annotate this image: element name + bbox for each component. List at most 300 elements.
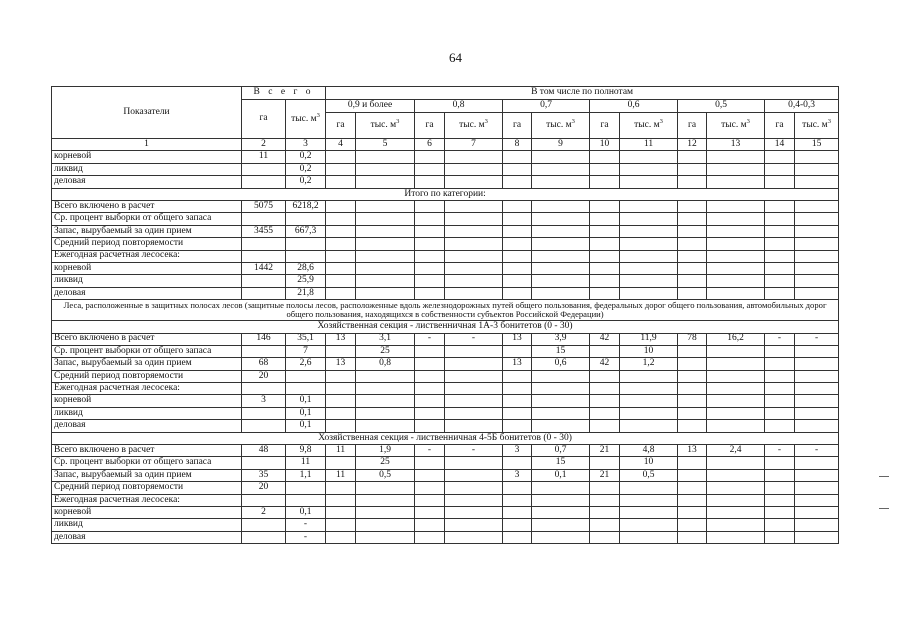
table-cell — [620, 262, 678, 274]
table-cell — [678, 238, 707, 250]
header-thous: тыс. $м^3$ — [356, 113, 415, 139]
table-cell — [707, 275, 765, 287]
table-cell — [678, 457, 707, 469]
table-cell — [678, 395, 707, 407]
row-label: Запас, вырубаемый за один прием — [52, 469, 242, 481]
table-cell: 3 — [503, 445, 532, 457]
table-cell — [356, 151, 415, 163]
table-cell — [707, 420, 765, 432]
table-cell — [795, 262, 839, 274]
table-cell — [590, 482, 620, 494]
table-cell — [765, 407, 795, 419]
table-cell — [415, 407, 445, 419]
table-cell — [415, 395, 445, 407]
table-cell: 13 — [503, 333, 532, 345]
table-cell: 0,1 — [532, 469, 590, 481]
table-cell: 11 — [242, 151, 286, 163]
table-cell — [503, 200, 532, 212]
table-cell: - — [445, 333, 503, 345]
table-cell: 21 — [590, 469, 620, 481]
table-cell — [286, 250, 326, 262]
table-cell: 13 — [503, 358, 532, 370]
table-cell — [765, 213, 795, 225]
table-cell — [678, 531, 707, 543]
table-cell: 0,5 — [356, 469, 415, 481]
table-cell — [326, 213, 356, 225]
table-cell — [590, 213, 620, 225]
table-cell: 48 — [242, 445, 286, 457]
table-cell — [765, 176, 795, 188]
table-cell — [415, 163, 445, 175]
table-cell — [765, 163, 795, 175]
table-cell — [707, 176, 765, 188]
table-cell — [503, 383, 532, 395]
row-label: Ежегодная расчетная лесосека: — [52, 494, 242, 506]
table-cell: 3455 — [242, 225, 286, 237]
table-cell: 35,1 — [286, 333, 326, 345]
table-cell — [415, 287, 445, 299]
table-cell — [242, 420, 286, 432]
table-row — [52, 200, 839, 212]
table-cell — [620, 200, 678, 212]
row-label: Ср. процент выборки от общего запаса — [52, 213, 242, 225]
table-cell — [590, 250, 620, 262]
table-row — [52, 420, 839, 432]
table-cell — [415, 506, 445, 518]
table-cell — [415, 151, 445, 163]
table-cell — [620, 482, 678, 494]
table-cell — [590, 395, 620, 407]
table-cell: 667,3 — [286, 225, 326, 237]
table-cell — [415, 345, 445, 357]
table-cell — [242, 287, 286, 299]
table-row — [52, 445, 839, 457]
table-row — [52, 151, 839, 163]
table-cell — [445, 163, 503, 175]
table-cell — [242, 275, 286, 287]
table-cell: 7 — [286, 345, 326, 357]
table-cell — [590, 370, 620, 382]
table-cell — [765, 200, 795, 212]
table-cell — [445, 275, 503, 287]
table-cell — [326, 420, 356, 432]
table-cell — [286, 238, 326, 250]
row-label: деловая — [52, 531, 242, 543]
table-cell — [620, 225, 678, 237]
table-cell — [445, 345, 503, 357]
table-cell: 11 — [326, 445, 356, 457]
table-cell — [795, 200, 839, 212]
table-cell — [795, 370, 839, 382]
header-density-5: 0,5 — [678, 100, 765, 113]
table-cell — [356, 275, 415, 287]
table-cell — [590, 163, 620, 175]
table-cell — [503, 420, 532, 432]
table-cell: 42 — [590, 333, 620, 345]
table-cell — [415, 275, 445, 287]
table-cell — [707, 345, 765, 357]
column-number: 2 — [242, 139, 286, 151]
table-cell — [765, 225, 795, 237]
table-cell — [415, 494, 445, 506]
table-cell: 11,9 — [620, 333, 678, 345]
table-row — [52, 213, 839, 225]
table-cell: 20 — [242, 370, 286, 382]
row-label: деловая — [52, 420, 242, 432]
table-row — [52, 238, 839, 250]
section-heading: Хозяйственная секция - лиственничная 4-5Б бонитетов (0 - 30) — [52, 432, 839, 444]
table-cell — [590, 383, 620, 395]
table-cell — [415, 200, 445, 212]
table-cell — [356, 395, 415, 407]
table-row — [52, 395, 839, 407]
section-heading: Хозяйственная секция - лиственничная 1А-3 бонитетов (0 - 30) — [52, 321, 839, 333]
table-cell: 0,6 — [532, 358, 590, 370]
table-cell — [445, 250, 503, 262]
row-label: Ср. процент выборки от общего запаса — [52, 345, 242, 357]
table-cell — [415, 238, 445, 250]
table-cell: 13 — [326, 333, 356, 345]
table-cell — [707, 457, 765, 469]
table-row — [52, 176, 839, 188]
table-cell: 0,2 — [286, 151, 326, 163]
table-cell: - — [415, 445, 445, 457]
row-label: корневой — [52, 151, 242, 163]
table-cell — [503, 395, 532, 407]
table-cell — [356, 531, 415, 543]
table-cell — [678, 287, 707, 299]
table-cell — [765, 275, 795, 287]
table-cell — [765, 469, 795, 481]
row-label: Всего включено в расчет — [52, 200, 242, 212]
table-cell — [795, 519, 839, 531]
column-number: 4 — [326, 139, 356, 151]
table-cell — [415, 519, 445, 531]
table-cell — [286, 494, 326, 506]
table-cell — [326, 262, 356, 274]
table-cell — [326, 250, 356, 262]
table-cell: 11 — [326, 469, 356, 481]
table-cell — [415, 457, 445, 469]
table-cell — [707, 407, 765, 419]
table-cell — [590, 151, 620, 163]
table-cell — [620, 506, 678, 518]
table-cell — [707, 163, 765, 175]
table-row — [52, 469, 839, 481]
table-cell — [795, 469, 839, 481]
table-cell — [707, 151, 765, 163]
table-cell — [356, 262, 415, 274]
column-number: 12 — [678, 139, 707, 151]
table-cell — [326, 200, 356, 212]
table-cell — [590, 494, 620, 506]
table-cell — [532, 238, 590, 250]
table-cell — [590, 519, 620, 531]
column-number-row — [52, 139, 839, 151]
table-cell: 25,9 — [286, 275, 326, 287]
table-cell: - — [795, 333, 839, 345]
table-cell — [326, 395, 356, 407]
table-cell: 21,8 — [286, 287, 326, 299]
row-label: деловая — [52, 287, 242, 299]
table-cell — [445, 238, 503, 250]
table-cell — [590, 200, 620, 212]
protective-strips-note: Леса, расположенные в защитных полосах лесов (защитные полосы лесов, расположенные вдоль железнодорожных путей общего пользования, федеральных дорог общего пользования, автомобильных дорог общего пользования, находящихся в собственности субъектов Российской Федерации) — [52, 300, 839, 321]
table-cell — [707, 506, 765, 518]
table-cell — [707, 383, 765, 395]
table-cell — [445, 395, 503, 407]
table-cell — [532, 531, 590, 543]
header-thous: тыс. $м^3$ — [620, 113, 678, 139]
table-cell — [678, 358, 707, 370]
row-label: корневой — [52, 395, 242, 407]
table-cell — [503, 519, 532, 531]
note-row — [52, 300, 839, 321]
table-cell — [765, 345, 795, 357]
table-cell — [445, 506, 503, 518]
table-cell — [503, 250, 532, 262]
table-cell — [765, 250, 795, 262]
table-cell: 21 — [590, 445, 620, 457]
table-cell — [795, 287, 839, 299]
table-cell — [620, 420, 678, 432]
table-cell: 28,6 — [286, 262, 326, 274]
table-cell — [326, 225, 356, 237]
table-cell: 3,9 — [532, 333, 590, 345]
table-cell — [503, 238, 532, 250]
allowable-cut-table — [51, 86, 839, 544]
table-cell — [795, 345, 839, 357]
table-cell — [326, 482, 356, 494]
table-cell — [503, 287, 532, 299]
table-cell — [620, 163, 678, 175]
table-cell: - — [286, 531, 326, 543]
table-cell — [532, 482, 590, 494]
table-cell — [503, 176, 532, 188]
header-ha: га — [590, 113, 620, 139]
table-cell — [532, 494, 590, 506]
table-cell — [356, 213, 415, 225]
table-row — [52, 345, 839, 357]
table-cell — [415, 469, 445, 481]
table-cell — [445, 200, 503, 212]
table-cell — [326, 176, 356, 188]
table-cell — [242, 531, 286, 543]
table-cell: 13 — [678, 445, 707, 457]
row-label: ликвид — [52, 275, 242, 287]
table-cell — [532, 383, 590, 395]
header-ha: га — [765, 113, 795, 139]
table-cell — [286, 370, 326, 382]
header-density-3: 0,7 — [503, 100, 590, 113]
table-cell — [532, 225, 590, 237]
table-cell — [795, 213, 839, 225]
row-label: Средний период повторяемости — [52, 238, 242, 250]
table-cell — [503, 151, 532, 163]
table-cell — [590, 176, 620, 188]
table-cell — [286, 213, 326, 225]
table-cell: 1,2 — [620, 358, 678, 370]
table-cell: 20 — [242, 482, 286, 494]
table-cell — [795, 506, 839, 518]
table-cell — [326, 287, 356, 299]
table-cell — [415, 420, 445, 432]
table-cell — [326, 531, 356, 543]
table-cell — [356, 176, 415, 188]
table-cell — [620, 287, 678, 299]
table-cell — [678, 482, 707, 494]
table-cell — [620, 176, 678, 188]
table-cell — [415, 213, 445, 225]
table-cell — [795, 275, 839, 287]
table-cell: 0,2 — [286, 176, 326, 188]
table-cell — [678, 383, 707, 395]
column-number: 7 — [445, 139, 503, 151]
table-cell — [707, 200, 765, 212]
table-cell: 11 — [286, 457, 326, 469]
table-cell: 4,8 — [620, 445, 678, 457]
row-label: ликвид — [52, 163, 242, 175]
table-cell: 5075 — [242, 200, 286, 212]
table-cell: 42 — [590, 358, 620, 370]
row-label: Ежегодная расчетная лесосека: — [52, 250, 242, 262]
table-cell — [620, 407, 678, 419]
table-cell — [326, 163, 356, 175]
table-cell — [765, 531, 795, 543]
table-cell — [532, 407, 590, 419]
table-cell — [532, 287, 590, 299]
column-number: 5 — [356, 139, 415, 151]
table-cell — [532, 370, 590, 382]
table-cell — [356, 250, 415, 262]
row-label: корневой — [52, 506, 242, 518]
table-row — [52, 358, 839, 370]
table-cell — [707, 494, 765, 506]
header-density-4: 0,6 — [590, 100, 678, 113]
table-cell — [445, 519, 503, 531]
table-cell — [326, 370, 356, 382]
table-body — [52, 139, 839, 544]
table-cell — [326, 494, 356, 506]
header-density-1: 0,9 и более — [326, 100, 415, 113]
table-cell: 0,1 — [286, 395, 326, 407]
table-cell — [356, 163, 415, 175]
table-cell — [356, 407, 415, 419]
table-cell — [620, 151, 678, 163]
column-number: 15 — [795, 139, 839, 151]
row-label: Ср. процент выборки от общего запаса — [52, 457, 242, 469]
column-number: 14 — [765, 139, 795, 151]
table-cell — [590, 457, 620, 469]
table-cell — [532, 506, 590, 518]
table-cell: 146 — [242, 333, 286, 345]
table-cell — [415, 383, 445, 395]
table-cell — [795, 358, 839, 370]
table-cell — [678, 151, 707, 163]
table-cell: - — [765, 445, 795, 457]
table-cell — [532, 176, 590, 188]
table-cell: - — [286, 519, 326, 531]
header-density-2: 0,8 — [415, 100, 503, 113]
column-number: 6 — [415, 139, 445, 151]
table-cell — [503, 457, 532, 469]
table-cell — [242, 345, 286, 357]
column-number: 3 — [286, 139, 326, 151]
header-total-ha: га — [242, 100, 286, 139]
table-cell — [326, 238, 356, 250]
table-row — [52, 287, 839, 299]
table-cell — [620, 250, 678, 262]
row-label: Запас, вырубаемый за один прием — [52, 225, 242, 237]
table-cell — [590, 420, 620, 432]
table-cell — [795, 407, 839, 419]
table-cell: 78 — [678, 333, 707, 345]
table-cell — [503, 213, 532, 225]
table-cell — [590, 275, 620, 287]
table-cell — [620, 395, 678, 407]
table-cell — [242, 238, 286, 250]
margin-tick — [879, 508, 889, 509]
table-cell — [707, 358, 765, 370]
table-cell — [415, 250, 445, 262]
row-label: Всего включено в расчет — [52, 333, 242, 345]
table-cell — [445, 407, 503, 419]
table-cell: 2,6 — [286, 358, 326, 370]
table-cell — [795, 531, 839, 543]
table-cell — [590, 531, 620, 543]
table-cell — [445, 482, 503, 494]
table-cell — [765, 262, 795, 274]
table-cell — [707, 250, 765, 262]
table-cell — [326, 407, 356, 419]
table-cell: 10 — [620, 457, 678, 469]
table-cell: 1,9 — [356, 445, 415, 457]
table-cell — [678, 213, 707, 225]
table-cell — [356, 370, 415, 382]
table-cell — [707, 213, 765, 225]
table-cell — [678, 200, 707, 212]
table-cell — [678, 225, 707, 237]
table-cell — [445, 383, 503, 395]
table-cell — [620, 519, 678, 531]
table-cell — [620, 275, 678, 287]
row-label: корневой — [52, 262, 242, 274]
table-cell — [590, 287, 620, 299]
header-ha: га — [415, 113, 445, 139]
row-label: Всего включено в расчет — [52, 445, 242, 457]
table-cell — [445, 370, 503, 382]
table-cell — [678, 163, 707, 175]
table-row — [52, 333, 839, 345]
table-cell — [795, 250, 839, 262]
table-row — [52, 262, 839, 274]
table-cell: 9,8 — [286, 445, 326, 457]
section-heading-row — [52, 188, 839, 200]
header-ha: га — [326, 113, 356, 139]
page-number: 64 — [449, 50, 462, 65]
table-cell — [707, 395, 765, 407]
row-label: деловая — [52, 176, 242, 188]
table-cell: 0,1 — [286, 506, 326, 518]
table-cell — [326, 519, 356, 531]
table-cell — [678, 494, 707, 506]
table-cell — [503, 275, 532, 287]
table-cell — [707, 225, 765, 237]
table-cell: 10 — [620, 345, 678, 357]
table-cell — [620, 494, 678, 506]
table-cell — [765, 358, 795, 370]
table-cell — [678, 262, 707, 274]
